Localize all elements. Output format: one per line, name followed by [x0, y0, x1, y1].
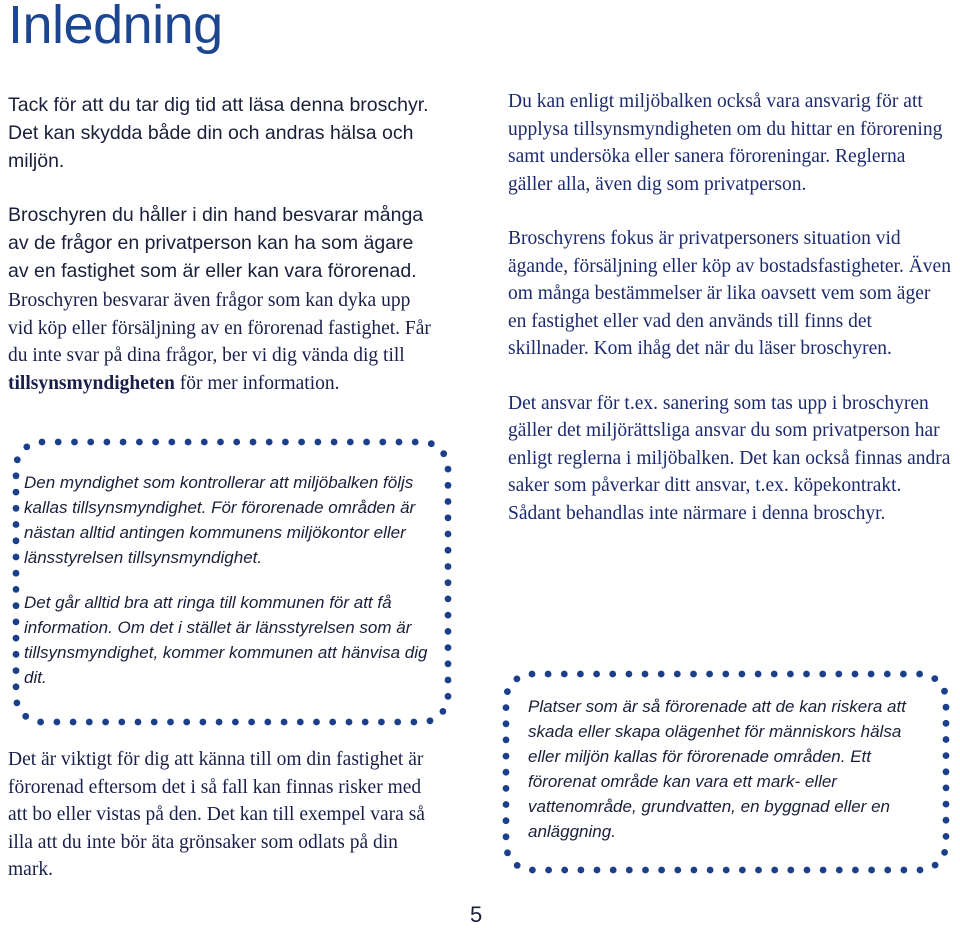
paragraph-broschyren-serif	[8, 287, 433, 397]
border-dot	[396, 439, 403, 446]
border-dot	[298, 439, 305, 446]
border-dot	[868, 867, 875, 874]
border-dot	[281, 719, 288, 726]
border-dot	[852, 867, 859, 874]
border-dot	[503, 753, 510, 760]
border-dot	[86, 719, 93, 726]
border-dot	[674, 867, 681, 874]
border-dot	[331, 439, 338, 446]
paragraph-sanering: Det ansvar för t.ex. sanering som tas upp i broschyren gäller det miljörättsliga ansvar du som privatperson har enligt reglerna i miljöbalken. Det kan också finnas andra saker som påverkar ditt ansvar, t.ex. köpekontrakt. Sådant behandlas inte närmare i denna broschyr.	[508, 392, 951, 524]
border-dot	[440, 450, 447, 457]
border-dot	[264, 719, 271, 726]
border-dot	[445, 693, 452, 700]
border-dot	[55, 439, 62, 446]
border-dot	[545, 867, 552, 874]
border-dot	[943, 817, 950, 824]
border-dot	[136, 439, 143, 446]
border-dot	[504, 688, 511, 695]
border-dot	[378, 719, 385, 726]
border-dot	[943, 720, 950, 727]
border-dot	[250, 439, 257, 446]
border-dot	[13, 554, 20, 561]
border-dot	[232, 719, 239, 726]
paragraph-text-a: Broschyren besvarar även frågor som kan dyka upp vid köp eller försäljning av en förorenad fastighet. Får du inte svar på dina frågor, ber vi dig vända dig till	[8, 290, 431, 366]
border-dot	[445, 498, 452, 505]
page-number: 5	[470, 902, 483, 927]
box-paragraph: Det går alltid bra att ringa till kommunen för att få information. Om det i stället är länsstyrelsen som är tillsynsmyndighet, kommer kommunen att hänvisa dig dit.	[24, 593, 428, 687]
border-dot	[297, 719, 304, 726]
border-dot	[658, 671, 665, 678]
border-dot	[529, 867, 536, 874]
border-dot	[503, 785, 510, 792]
border-dot	[593, 671, 600, 678]
border-dot	[102, 719, 109, 726]
border-dot	[594, 867, 601, 874]
border-dot	[329, 719, 336, 726]
border-dot	[13, 683, 20, 690]
border-dot	[943, 768, 950, 775]
border-dot	[610, 867, 617, 874]
border-dot	[578, 867, 585, 874]
border-dot	[445, 660, 452, 667]
border-dot	[658, 867, 665, 874]
box-paragraph: Platser som är så förorenade att de kan riskera att skada eller skapa olägenhet för människors hälsa eller miljön kallas för förorenade områden. Ett förorenat område kan vara ett mark- eller vattenområde, grundvatten, en byggnad eller en anläggning.	[528, 697, 906, 841]
border-dot	[445, 514, 452, 521]
right-info-box	[528, 694, 938, 844]
border-dot	[917, 867, 924, 874]
border-dot	[445, 644, 452, 651]
border-dot	[346, 719, 353, 726]
border-dot	[771, 671, 778, 678]
page-title: Inledning	[8, 0, 223, 55]
border-dot	[545, 671, 552, 678]
paragraph-broschyren-sans: Broschyren du håller i din hand besvarar många av de frågor en privatperson kan ha som ägare av en fastighet som är eller kan vara förorenad.	[8, 204, 424, 282]
border-dot	[943, 833, 950, 840]
border-dot	[445, 596, 452, 603]
border-dot	[674, 671, 681, 678]
border-dot	[216, 719, 223, 726]
border-dot	[201, 439, 208, 446]
border-dot	[943, 752, 950, 759]
border-dot	[503, 833, 510, 840]
border-dot	[168, 439, 175, 446]
border-dot	[626, 671, 633, 678]
border-dot	[503, 704, 510, 711]
border-dot	[943, 704, 950, 711]
border-dot	[804, 867, 811, 874]
border-dot	[347, 439, 354, 446]
border-dot	[723, 867, 730, 874]
border-dot	[151, 719, 158, 726]
border-dot	[739, 867, 746, 874]
border-dot	[13, 505, 20, 512]
border-dot	[440, 708, 447, 715]
border-dot	[514, 862, 521, 869]
border-dot	[503, 801, 510, 808]
border-dot	[445, 466, 452, 473]
border-dot	[135, 719, 142, 726]
border-dot	[941, 688, 948, 695]
border-dot	[13, 472, 20, 479]
paragraph-viktigt: Det är viktigt för dig att känna till om din fastighet är förorenad eftersom det i så fall kan finnas risker med att bo eller vistas på den. Det kan till exempel vara så illa att du inte bör äta grönsaker som odlats på din mark.	[8, 749, 425, 880]
border-dot	[642, 671, 649, 678]
border-dot	[445, 563, 452, 570]
border-dot	[71, 439, 78, 446]
border-dot	[514, 676, 521, 683]
border-dot	[183, 719, 190, 726]
border-dot	[819, 671, 826, 678]
border-dot	[233, 439, 240, 446]
border-dot	[13, 489, 20, 496]
border-dot	[931, 675, 938, 682]
border-dot	[412, 439, 419, 446]
border-dot	[943, 785, 950, 792]
border-dot	[852, 671, 859, 678]
border-dot	[943, 736, 950, 743]
border-dot	[835, 671, 842, 678]
border-dot	[379, 439, 386, 446]
border-dot	[13, 619, 20, 626]
border-dot	[932, 862, 939, 869]
border-dot	[820, 867, 827, 874]
border-dot	[118, 719, 125, 726]
right-column	[508, 88, 952, 527]
border-dot	[445, 628, 452, 635]
paragraph-fokus: Broschyrens fokus är privatpersoners situation vid ägande, försäljning eller köp av bostadsfastigheter. Även om många bestämmelser är lika oavsett vem som äger en fastighet eller vad den används till finns det skillnader. Kom ihåg det när du läser broschyren.	[508, 228, 951, 359]
border-dot	[266, 439, 273, 446]
border-dot	[13, 521, 20, 528]
border-dot	[248, 719, 255, 726]
border-dot	[755, 867, 762, 874]
border-dot	[916, 671, 923, 678]
border-dot	[445, 531, 452, 538]
border-dot	[282, 439, 289, 446]
border-dot	[14, 456, 21, 463]
border-dot	[691, 867, 698, 874]
border-dot	[427, 717, 434, 724]
border-dot	[706, 671, 713, 678]
border-dot	[803, 671, 810, 678]
border-dot	[152, 439, 159, 446]
border-dot	[836, 867, 843, 874]
border-dot	[503, 720, 510, 727]
border-dot	[70, 719, 77, 726]
border-dot	[185, 439, 192, 446]
border-dot	[901, 867, 908, 874]
border-dot	[609, 671, 616, 678]
border-dot	[104, 439, 111, 446]
border-dot	[37, 719, 44, 726]
border-dot	[739, 671, 746, 678]
border-dot	[23, 444, 30, 451]
border-dot	[200, 719, 207, 726]
border-dot	[561, 867, 568, 874]
border-dot	[13, 602, 20, 609]
border-dot	[39, 439, 46, 446]
border-dot	[577, 671, 584, 678]
border-dot	[54, 719, 61, 726]
border-dot	[313, 719, 320, 726]
border-dot	[445, 547, 452, 554]
box-paragraph: Den myndighet som kontrollerar att miljöbalken följs kallas tillsynsmyndighet. För förorenade områden är nästan alltid antingen kommunens miljökontor eller länsstyrelsen tillsynsmyndighet.	[24, 473, 416, 567]
border-dot	[13, 651, 20, 658]
border-dot	[445, 677, 452, 684]
border-dot	[755, 671, 762, 678]
border-dot	[362, 719, 369, 726]
border-dot	[445, 579, 452, 586]
border-dot	[707, 867, 714, 874]
border-dot	[87, 439, 94, 446]
left-column	[8, 91, 433, 397]
border-dot	[22, 713, 29, 720]
border-dot	[642, 867, 649, 874]
border-dot	[868, 671, 875, 678]
left-info-box	[24, 470, 434, 690]
border-dot	[167, 719, 174, 726]
border-dot	[445, 612, 452, 619]
border-dot	[13, 586, 20, 593]
border-dot	[529, 671, 536, 678]
border-dot	[503, 737, 510, 744]
paragraph-ansvar: Du kan enligt miljöbalken också vara ansvarig för att upplysa tillsynsmyndigheten om du hittar en förorening samt undersöka eller sanera föroreningar. Reglerna gäller alla, även dig som privatperson.	[508, 91, 943, 195]
border-dot	[884, 867, 891, 874]
border-dot	[14, 700, 21, 707]
border-dot	[217, 439, 224, 446]
border-dot	[943, 801, 950, 808]
border-dot	[13, 635, 20, 642]
bold-term: tillsynsmyndigheten	[8, 372, 175, 394]
border-dot	[941, 849, 948, 856]
border-dot	[120, 439, 127, 446]
border-dot	[445, 482, 452, 489]
border-dot	[722, 671, 729, 678]
paragraph-text-b: för mer information.	[174, 372, 340, 394]
border-dot	[411, 719, 418, 726]
border-dot	[13, 537, 20, 544]
border-dot	[13, 667, 20, 674]
border-dot	[315, 439, 322, 446]
border-dot	[428, 440, 435, 447]
intro-paragraph: Tack för att du tar dig tid att läsa denna broschyr. Det kan skydda både din och andras hälsa och miljön.	[8, 94, 429, 172]
border-dot	[787, 671, 794, 678]
border-dot	[690, 671, 697, 678]
border-dot	[504, 849, 511, 856]
border-dot	[363, 439, 370, 446]
border-dot	[13, 570, 20, 577]
border-dot	[626, 867, 633, 874]
left-bottom-paragraph-wrap	[8, 746, 438, 884]
border-dot	[787, 867, 794, 874]
border-dot	[771, 867, 778, 874]
border-dot	[900, 671, 907, 678]
border-dot	[561, 671, 568, 678]
border-dot	[503, 769, 510, 776]
border-dot	[884, 671, 891, 678]
border-dot	[503, 817, 510, 824]
border-dot	[394, 719, 401, 726]
